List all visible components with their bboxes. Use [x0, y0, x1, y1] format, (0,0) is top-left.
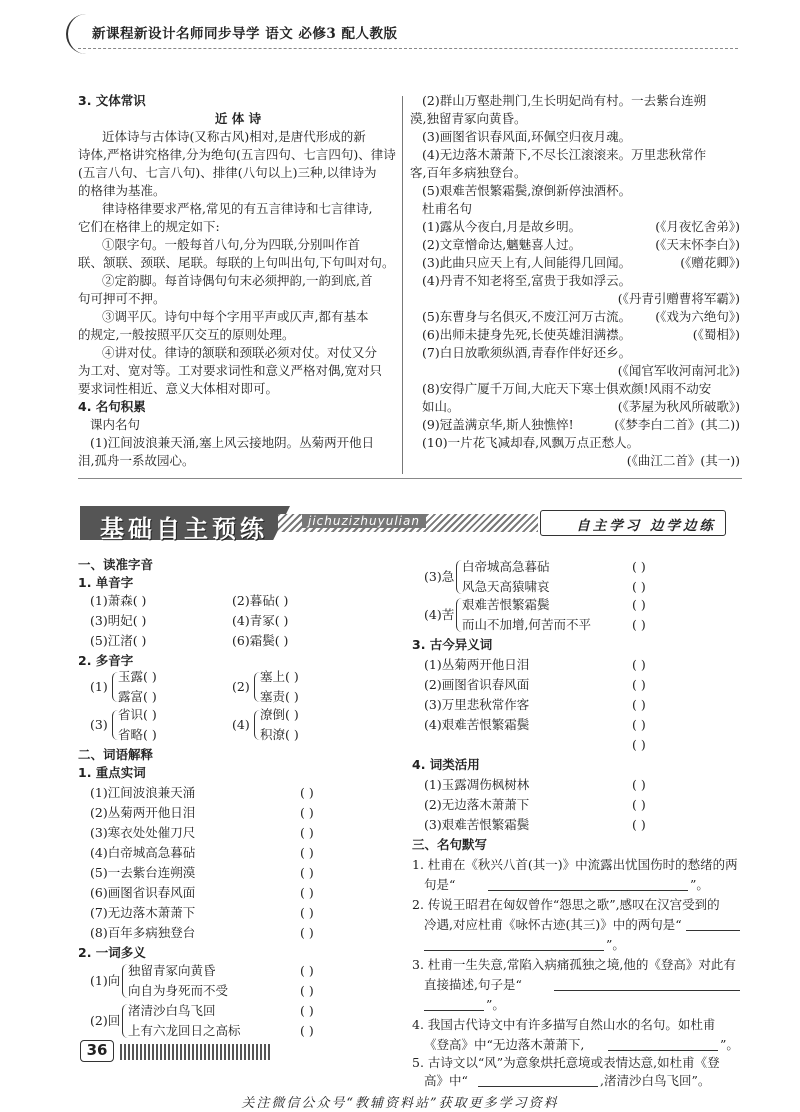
section-banner [80, 506, 726, 543]
quote-line: (5)艰难苦恨繁霜鬓,潦倒新停浊酒杯。 [422, 183, 632, 198]
dictation-question: 2. 传说王昭君在匈奴曾作“怨思之歌”,感叹在汉宫受到的 [412, 897, 720, 912]
ancient-meaning-item: (4)艰难苦恨繁霜鬓 [424, 717, 530, 732]
answer-blank[interactable]: ( ) [300, 983, 314, 998]
dictation-question: 4. 我国古代诗文中有许多描写自然山水的名句。如杜甫 [412, 1017, 716, 1032]
answer-line[interactable] [488, 878, 688, 891]
quote-source: (《赠花卿》) [680, 255, 740, 270]
polyphone-item[interactable]: 潦倒( ) [260, 707, 299, 722]
quote-source: (《丹青引赠曹将军霸》) [617, 291, 740, 306]
section-divider [78, 478, 742, 479]
pronunciation-item[interactable]: (5)江渚( ) [90, 633, 147, 648]
pronunciation-item[interactable]: (4)青冢( ) [232, 613, 289, 628]
vocab-item: (1)江间波浪兼天涌 [90, 785, 196, 800]
vocab-item: (7)无边落木萧萧下 [90, 905, 196, 920]
quote-line: 客,百年多病独登台。 [410, 165, 527, 180]
answer-blank[interactable]: ( ) [300, 963, 314, 978]
famous-quote: (4)丹青不知老将至,富贵于我如浮云。 [422, 273, 632, 288]
ancient-meaning-item: (2)画图省识春风面 [424, 677, 530, 692]
polysemy-number: (2)回 [90, 1013, 121, 1028]
polysemy-sentence: 独留青冢向黄昏 [128, 963, 216, 978]
answer-blank[interactable]: ( ) [300, 845, 314, 860]
section-heading-genre: 3. 文体常识 [78, 93, 146, 108]
quote-source: (《曲江二首》(其一)) [626, 453, 740, 468]
exercise-subheading: 1. 重点实词 [78, 765, 146, 780]
dictation-question: 1. 杜甫在《秋兴八首(其一)》中流露出忧国伤时的愁绪的两 [412, 857, 738, 872]
body-line: 为工对、宽对等。工对要求词性和意义严格对偶,宽对只 [78, 363, 382, 378]
quote-line: (1)江间波浪兼天涌,塞上风云接地阴。丛菊两开他日 [90, 435, 375, 450]
quote-line: (2)群山万壑赴荆门,生长明妃尚有村。一去紫台连朔 [422, 93, 707, 108]
answer-line[interactable] [686, 918, 740, 931]
answer-blank[interactable]: ( ) [300, 885, 314, 900]
answer-blank[interactable]: ( ) [632, 737, 646, 752]
banner-slogan: 自主学习 边学边练 [576, 518, 716, 534]
polysemy-sentence: 上有六龙回日之高标 [128, 1023, 241, 1038]
quote-line: (3)画图省识春风面,环佩空归夜月魂。 [422, 129, 632, 144]
poem-type-title: 近 体 诗 [214, 111, 262, 126]
polyphone-number: (3) [90, 717, 108, 732]
famous-quote: (2)文章憎命达,魑魅喜人过。 [422, 237, 582, 252]
quote-source: (《月夜忆舍弟》) [655, 219, 740, 234]
answer-blank[interactable]: ( ) [300, 1023, 314, 1038]
famous-quote: (3)此曲只应天上有,人间能得几回闻。 [422, 255, 632, 270]
dictation-question: 直接描述,句子是“ [424, 977, 522, 992]
polysemy-sentence: 艰难苦恨繁霜鬓 [462, 597, 550, 612]
answer-blank[interactable]: ( ) [632, 617, 646, 632]
exercise-heading-pronunciation: 一、读准字音 [78, 557, 154, 572]
pronunciation-item[interactable]: (2)暮砧( ) [232, 593, 289, 608]
page-number: 36 [80, 1040, 114, 1062]
answer-blank[interactable]: ( ) [300, 825, 314, 840]
column-divider [402, 96, 403, 474]
answer-line[interactable] [608, 1038, 718, 1051]
exercise-subheading: 2. 多音字 [78, 653, 134, 668]
vocab-item: (5)一去紫台连朔漠 [90, 865, 196, 880]
banner-pinyin: jichuzizhuyulian [302, 514, 426, 528]
answer-blank[interactable]: ( ) [632, 597, 646, 612]
ancient-meaning-item: (1)丛菊两开他日泪 [424, 657, 530, 672]
answer-blank[interactable]: ( ) [632, 777, 646, 792]
word-usage-item: (1)玉露凋伤枫树林 [424, 777, 530, 792]
vocab-item: (3)寒衣处处催刀尺 [90, 825, 196, 840]
body-line: (五言八句、七言八句)、排律(八句以上)三种,以律诗为 [78, 165, 377, 180]
polyphone-item[interactable]: 塞上( ) [260, 669, 299, 684]
quote-source: (《戏为六绝句》) [655, 309, 740, 324]
polyphone-item[interactable]: 省略( ) [118, 727, 157, 742]
answer-blank[interactable]: ( ) [632, 677, 646, 692]
body-line: 诗体,严格讲究格律,分为绝句(五言四句、七言四句)、律诗 [78, 147, 396, 162]
body-line: ①限字句。一般每首八句,分为四联,分别叫作首 [102, 237, 360, 252]
quote-source: (《闻官军收河南河北》) [617, 363, 740, 378]
answer-blank[interactable]: ( ) [632, 657, 646, 672]
word-usage-item: (3)艰难苦恨繁霜鬓 [424, 817, 530, 832]
quote-line: (4)无边落木萧萧下,不尽长江滚滚来。万里悲秋常作 [422, 147, 707, 162]
dictation-question: 句是“ [424, 877, 456, 892]
ancient-meaning-item: (3)万里悲秋常作客 [424, 697, 530, 712]
vocab-item: (4)白帝城高急暮砧 [90, 845, 196, 860]
polyphone-number: (2) [232, 679, 250, 694]
exercise-heading-dictation: 三、名句默写 [412, 837, 488, 852]
book-header-title: 新课程新设计名师同步导学 语文 必修3 配人教版 [92, 26, 398, 42]
body-line: 律诗格律要求严格,常见的有五言律诗和七言律诗, [102, 201, 373, 216]
polysemy-sentence: 白帝城高急暮砧 [462, 559, 550, 574]
header-divider [78, 48, 738, 49]
dictation-question: 高》中“ [424, 1073, 468, 1088]
dictation-question: ”。 [720, 1037, 739, 1052]
polysemy-sentence: 风急天高猿啸哀 [462, 579, 550, 594]
polyphone-number: (4) [232, 717, 250, 732]
exercise-subheading: 4. 词类活用 [412, 757, 480, 772]
section-heading-quotes: 4. 名句积累 [78, 399, 146, 414]
body-line: ②定韵脚。每首诗偶句句末必须押韵,一韵到底,首 [102, 273, 373, 288]
dictation-question: ,渚清沙白鸟飞回”。 [600, 1073, 711, 1088]
quote-source: (《蜀相》) [692, 327, 740, 342]
answer-blank[interactable]: ( ) [632, 817, 646, 832]
pronunciation-item[interactable]: (1)萧森( ) [90, 593, 147, 608]
dictation-question: 3. 杜甫一生失意,常陷入病痛孤独之境,他的《登高》对此有 [412, 957, 736, 972]
sub-heading: 课内名句 [90, 417, 141, 432]
body-line: 联、颔联、颈联、尾联。每联的上句叫出句,下句叫对句。 [78, 255, 395, 270]
dictation-question: 冷遇,对应杜甫《咏怀古迹(其三)》中的两句是“ [424, 917, 682, 932]
quote-source: (《茅屋为秋风所破歌》) [617, 399, 740, 414]
quote-source: (《天末怀李白》) [655, 237, 740, 252]
answer-blank[interactable]: ( ) [632, 717, 646, 732]
exercise-subheading: 3. 古今异义词 [412, 637, 493, 652]
word-usage-item: (2)无边落木萧萧下 [424, 797, 530, 812]
body-line: 的格律为基准。 [78, 183, 166, 198]
exercise-heading-vocabulary: 二、词语解释 [78, 747, 154, 762]
quote-line: 漠,独留青冢向黄昏。 [410, 111, 527, 126]
famous-quote: (9)冠盖满京华,斯人独憔悴! [422, 417, 574, 432]
answer-line[interactable] [424, 998, 484, 1011]
answer-blank[interactable]: ( ) [300, 925, 314, 940]
polyphone-number: (1) [90, 679, 108, 694]
answer-blank[interactable]: ( ) [300, 805, 314, 820]
polyphone-item[interactable]: 玉露( ) [118, 669, 157, 684]
exercise-subheading: 2. 一词多义 [78, 945, 146, 960]
sub-heading-du-fu: 杜甫名句 [422, 201, 473, 216]
dictation-question: 5. 古诗文以“风”为意象烘托意境或表情达意,如杜甫《登 [412, 1055, 720, 1070]
polyphone-item[interactable]: 积潦( ) [260, 727, 299, 742]
quote-source: (《梦李白二首》(其二)) [614, 417, 740, 432]
body-line: 它们在格律上的规定如下: [78, 219, 220, 234]
polysemy-sentence: 而山不加增,何苦而不平 [462, 617, 591, 632]
answer-line[interactable] [424, 938, 604, 951]
famous-quote: (1)露从今夜白,月是故乡明。 [422, 219, 582, 234]
famous-quote: (8)安得广厦千万间,大庇天下寒士俱欢颜!风雨不动安 [422, 381, 712, 396]
answer-blank[interactable]: ( ) [632, 579, 646, 594]
polyphone-item[interactable]: 塞责( ) [260, 689, 299, 704]
body-line: 近体诗与古体诗(又称古风)相对,是唐代形成的新 [102, 129, 366, 144]
famous-quote: (6)出师未捷身先死,长使英雄泪满襟。 [422, 327, 632, 342]
answer-blank[interactable]: ( ) [300, 1003, 314, 1018]
answer-blank[interactable]: ( ) [300, 905, 314, 920]
famous-quote: (7)白日放歌须纵酒,青春作伴好还乡。 [422, 345, 632, 360]
footer-note: 关注微信公众号“教辅资料站”获取更多学习资料 [241, 1096, 559, 1111]
answer-line[interactable] [478, 1074, 598, 1087]
polysemy-sentence: 渚清沙白鸟飞回 [128, 1003, 216, 1018]
vocab-item: (6)画图省识春风面 [90, 885, 196, 900]
polysemy-sentence: 向自为身死而不受 [128, 983, 229, 998]
polyphone-item[interactable]: 露富( ) [118, 689, 157, 704]
answer-blank[interactable]: ( ) [300, 785, 314, 800]
banner-title: 基础自主预练 [100, 515, 268, 543]
polyphone-item[interactable]: 省识( ) [118, 707, 157, 722]
pronunciation-item[interactable]: (6)霜鬓( ) [232, 633, 289, 648]
body-line: 的规定,一般按照平仄交互的原则处理。 [78, 327, 295, 342]
answer-blank[interactable]: ( ) [632, 559, 646, 574]
famous-quote: (5)东曹身与名俱灭,不废江河万古流。 [422, 309, 632, 324]
polysemy-number: (4)苦 [424, 607, 455, 622]
answer-blank[interactable]: ( ) [300, 865, 314, 880]
famous-quote: 如山。 [422, 399, 460, 414]
pronunciation-item[interactable]: (3)明妃( ) [90, 613, 147, 628]
answer-blank[interactable]: ( ) [632, 797, 646, 812]
answer-blank[interactable]: ( ) [632, 697, 646, 712]
body-line: 要求词性相近、意义大体相对即可。 [78, 381, 279, 396]
body-line: 句可押可不押。 [78, 291, 166, 306]
answer-line[interactable] [554, 978, 740, 991]
exercise-subheading: 1. 单音字 [78, 575, 134, 590]
quote-line: 泪,孤舟一系故园心。 [78, 453, 195, 468]
dictation-question: ”。 [690, 877, 709, 892]
dictation-question: ”。 [486, 997, 505, 1012]
famous-quote: (10)一片花飞减却春,风飘万点正愁人。 [422, 435, 640, 450]
body-line: ④讲对仗。律诗的颔联和颈联必须对仗。对仗又分 [102, 345, 378, 360]
body-line: ③调平仄。诗句中每个字用平声或仄声,都有基本 [102, 309, 369, 324]
dictation-question: 《登高》中“无边落木萧萧下, [424, 1037, 585, 1052]
polysemy-number: (1)向 [90, 973, 121, 988]
vocab-item: (2)丛菊两开他日泪 [90, 805, 196, 820]
dictation-question: ”。 [606, 937, 625, 952]
page-number-decoration [120, 1044, 270, 1060]
vocab-item: (8)百年多病独登台 [90, 925, 196, 940]
polysemy-number: (3)急 [424, 569, 455, 584]
